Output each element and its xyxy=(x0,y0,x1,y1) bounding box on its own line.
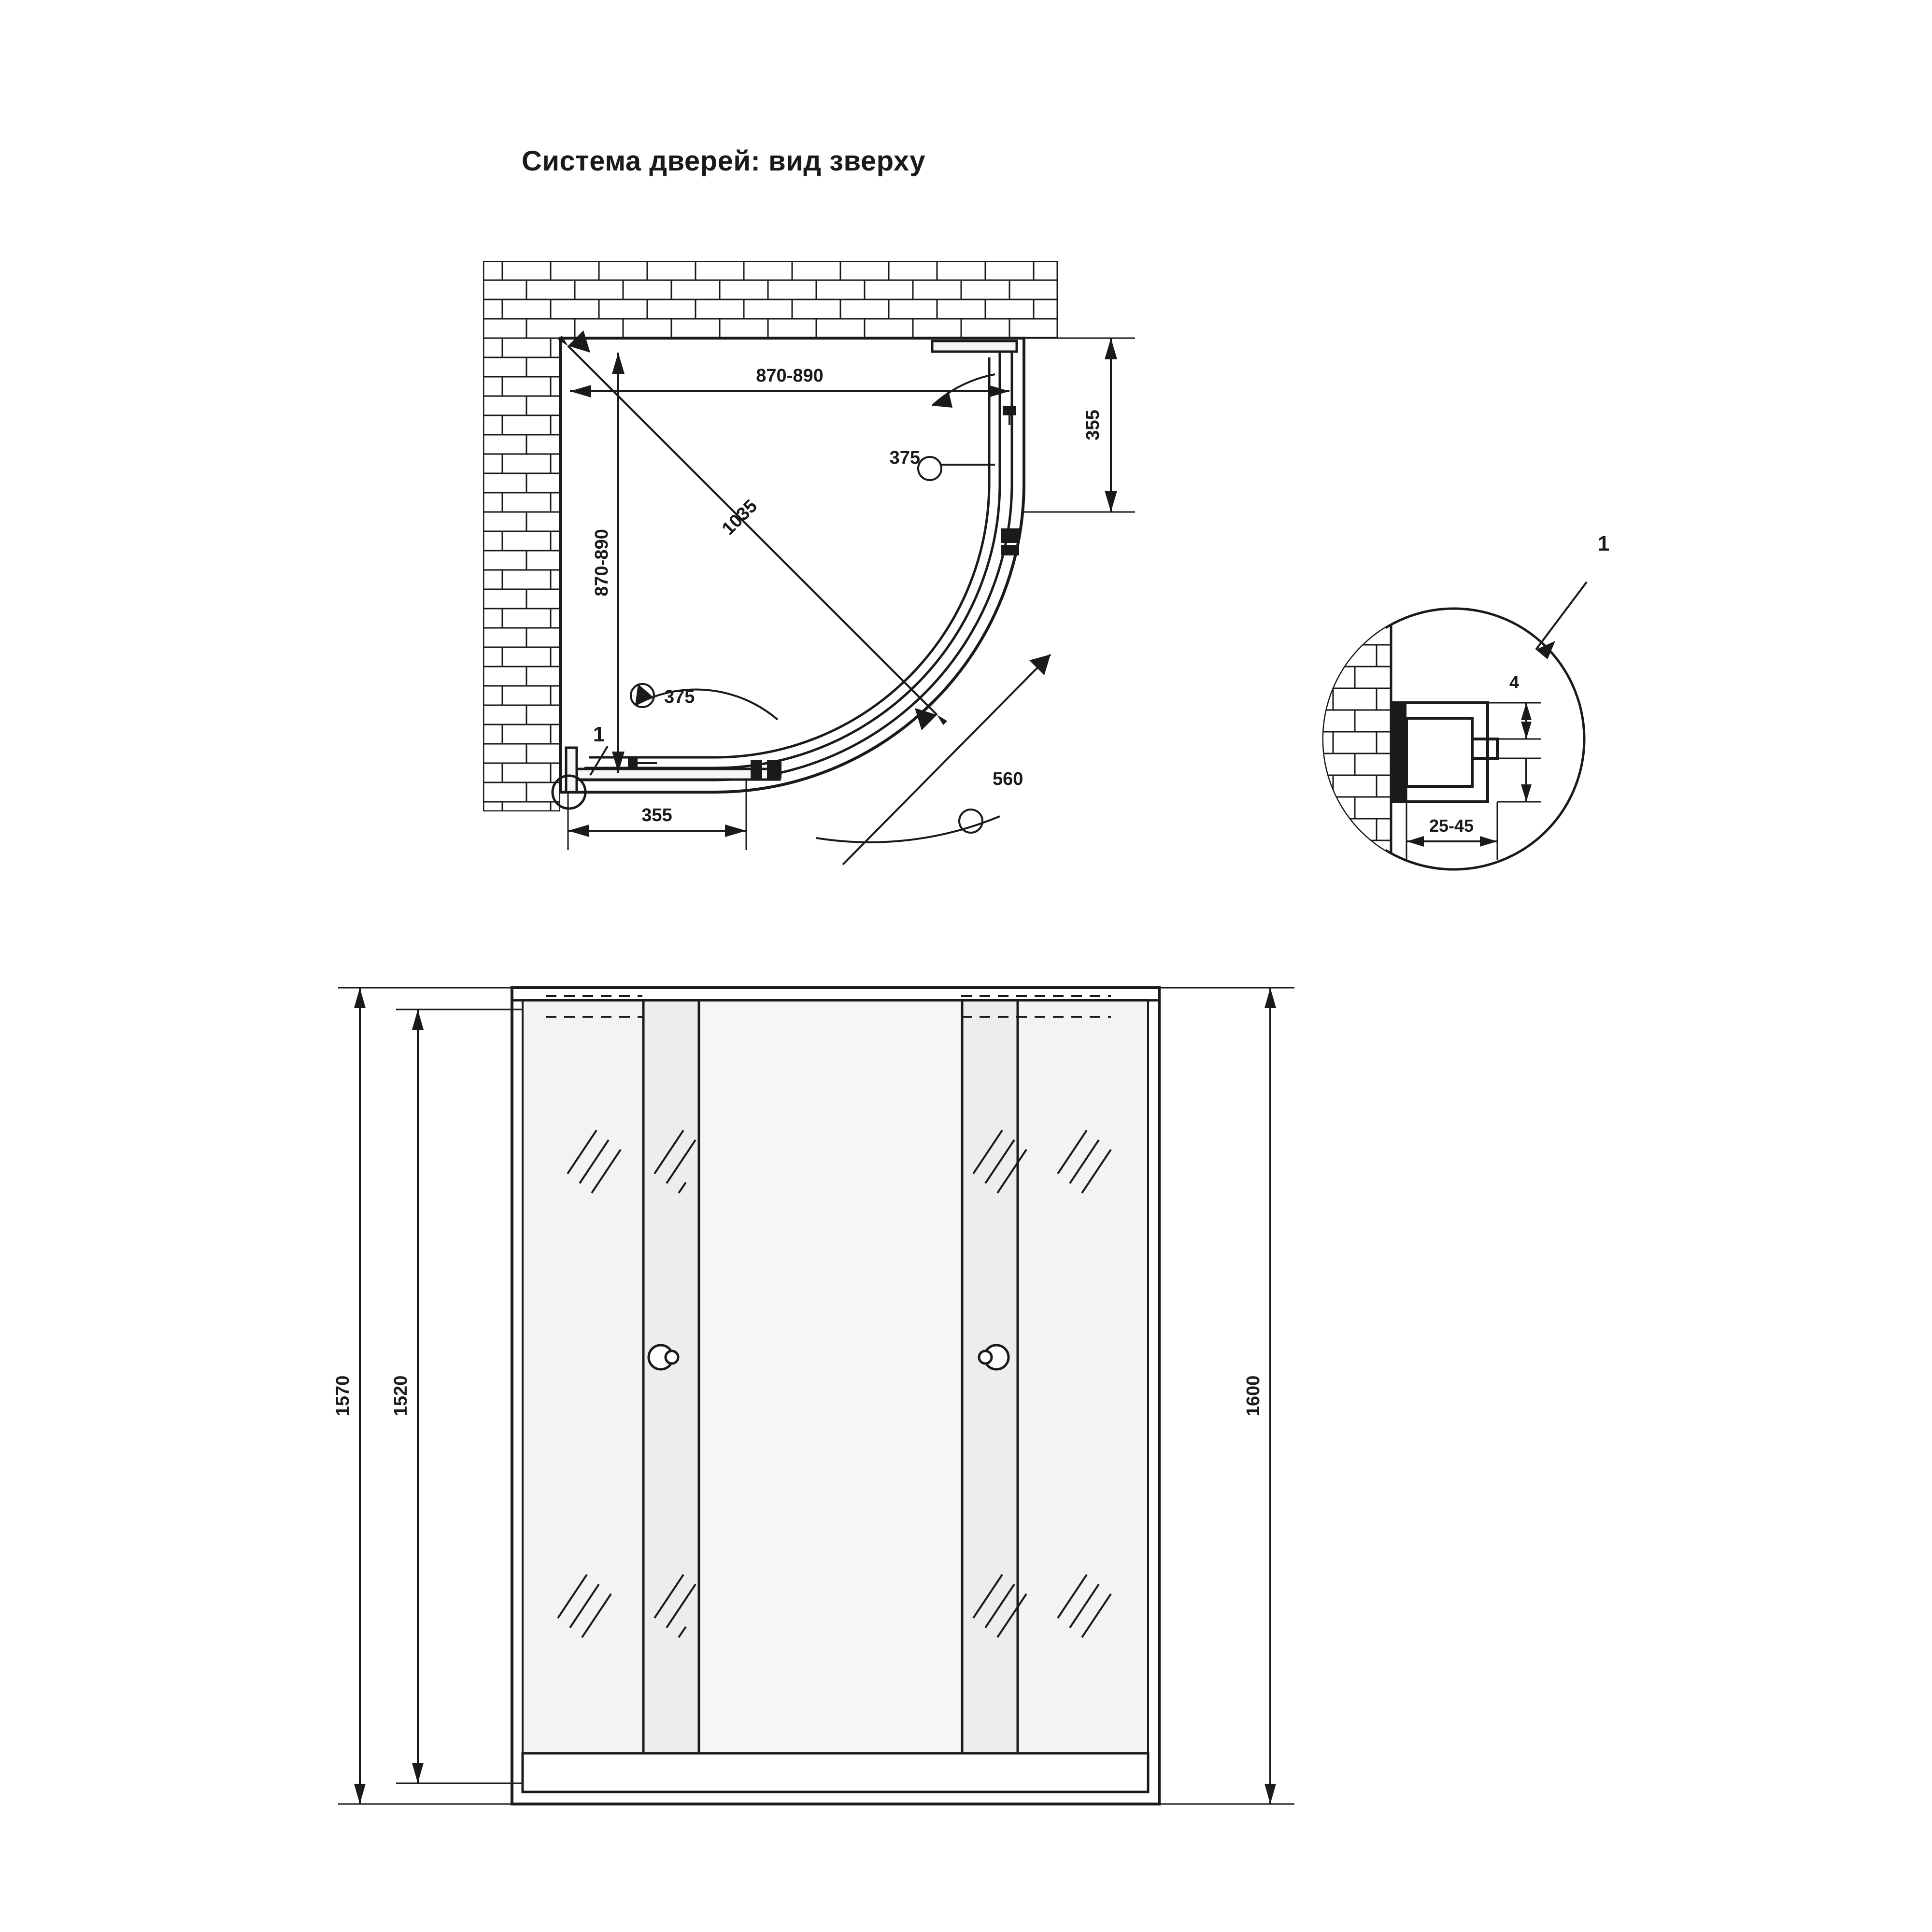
roller-hardware-top xyxy=(1002,406,1018,554)
dim-glass-height-group xyxy=(391,1009,522,1783)
dim-total-height: 1600 xyxy=(1243,1375,1264,1417)
enclosure-outline xyxy=(560,338,1024,792)
dim-overall-height: 1570 xyxy=(333,1375,353,1417)
dim-leaf-right-group xyxy=(1024,338,1135,512)
top-view-group xyxy=(483,261,1135,865)
curved-door-rail xyxy=(580,348,1012,780)
callout-label-top: 1 xyxy=(593,723,605,746)
dim-width-group xyxy=(570,366,1009,398)
front-view-group xyxy=(333,988,1294,1804)
door-leaf-top[interactable] xyxy=(932,341,1017,352)
dim-profile-width: 25-45 xyxy=(1429,816,1474,836)
dim-leaf-right: 355 xyxy=(1083,410,1103,440)
dim-radius-top-group xyxy=(890,374,995,480)
page-title: Система дверей: вид зверху xyxy=(522,145,926,177)
profile-fill xyxy=(1392,703,1406,802)
dim-arc-radius: 560 xyxy=(993,769,1023,789)
front-glass-panels xyxy=(523,1000,1148,1792)
dim-glass-height: 1520 xyxy=(391,1375,411,1417)
detail-callout-1 xyxy=(1536,532,1609,659)
dim-profile-thickness: 4 xyxy=(1509,672,1520,692)
callout-label-detail: 1 xyxy=(1597,532,1610,555)
dim-leaf-left-group xyxy=(568,780,746,850)
dim-radius-top: 375 xyxy=(889,448,920,468)
dim-depth-group xyxy=(592,353,625,773)
dim-diagonal: 1035 xyxy=(718,496,762,540)
dim-overall-height-group xyxy=(333,988,512,1804)
dim-radius-left-group xyxy=(631,684,778,720)
detail-brick-hatch xyxy=(1314,604,1391,879)
dim-radius-left: 375 xyxy=(664,687,695,707)
detail-view-group xyxy=(1314,532,1609,879)
dim-total-height-group xyxy=(1148,988,1294,1804)
dim-width: 870-890 xyxy=(756,366,824,386)
dim-leaf-left: 355 xyxy=(641,805,672,825)
dim-depth: 870-890 xyxy=(592,529,612,597)
